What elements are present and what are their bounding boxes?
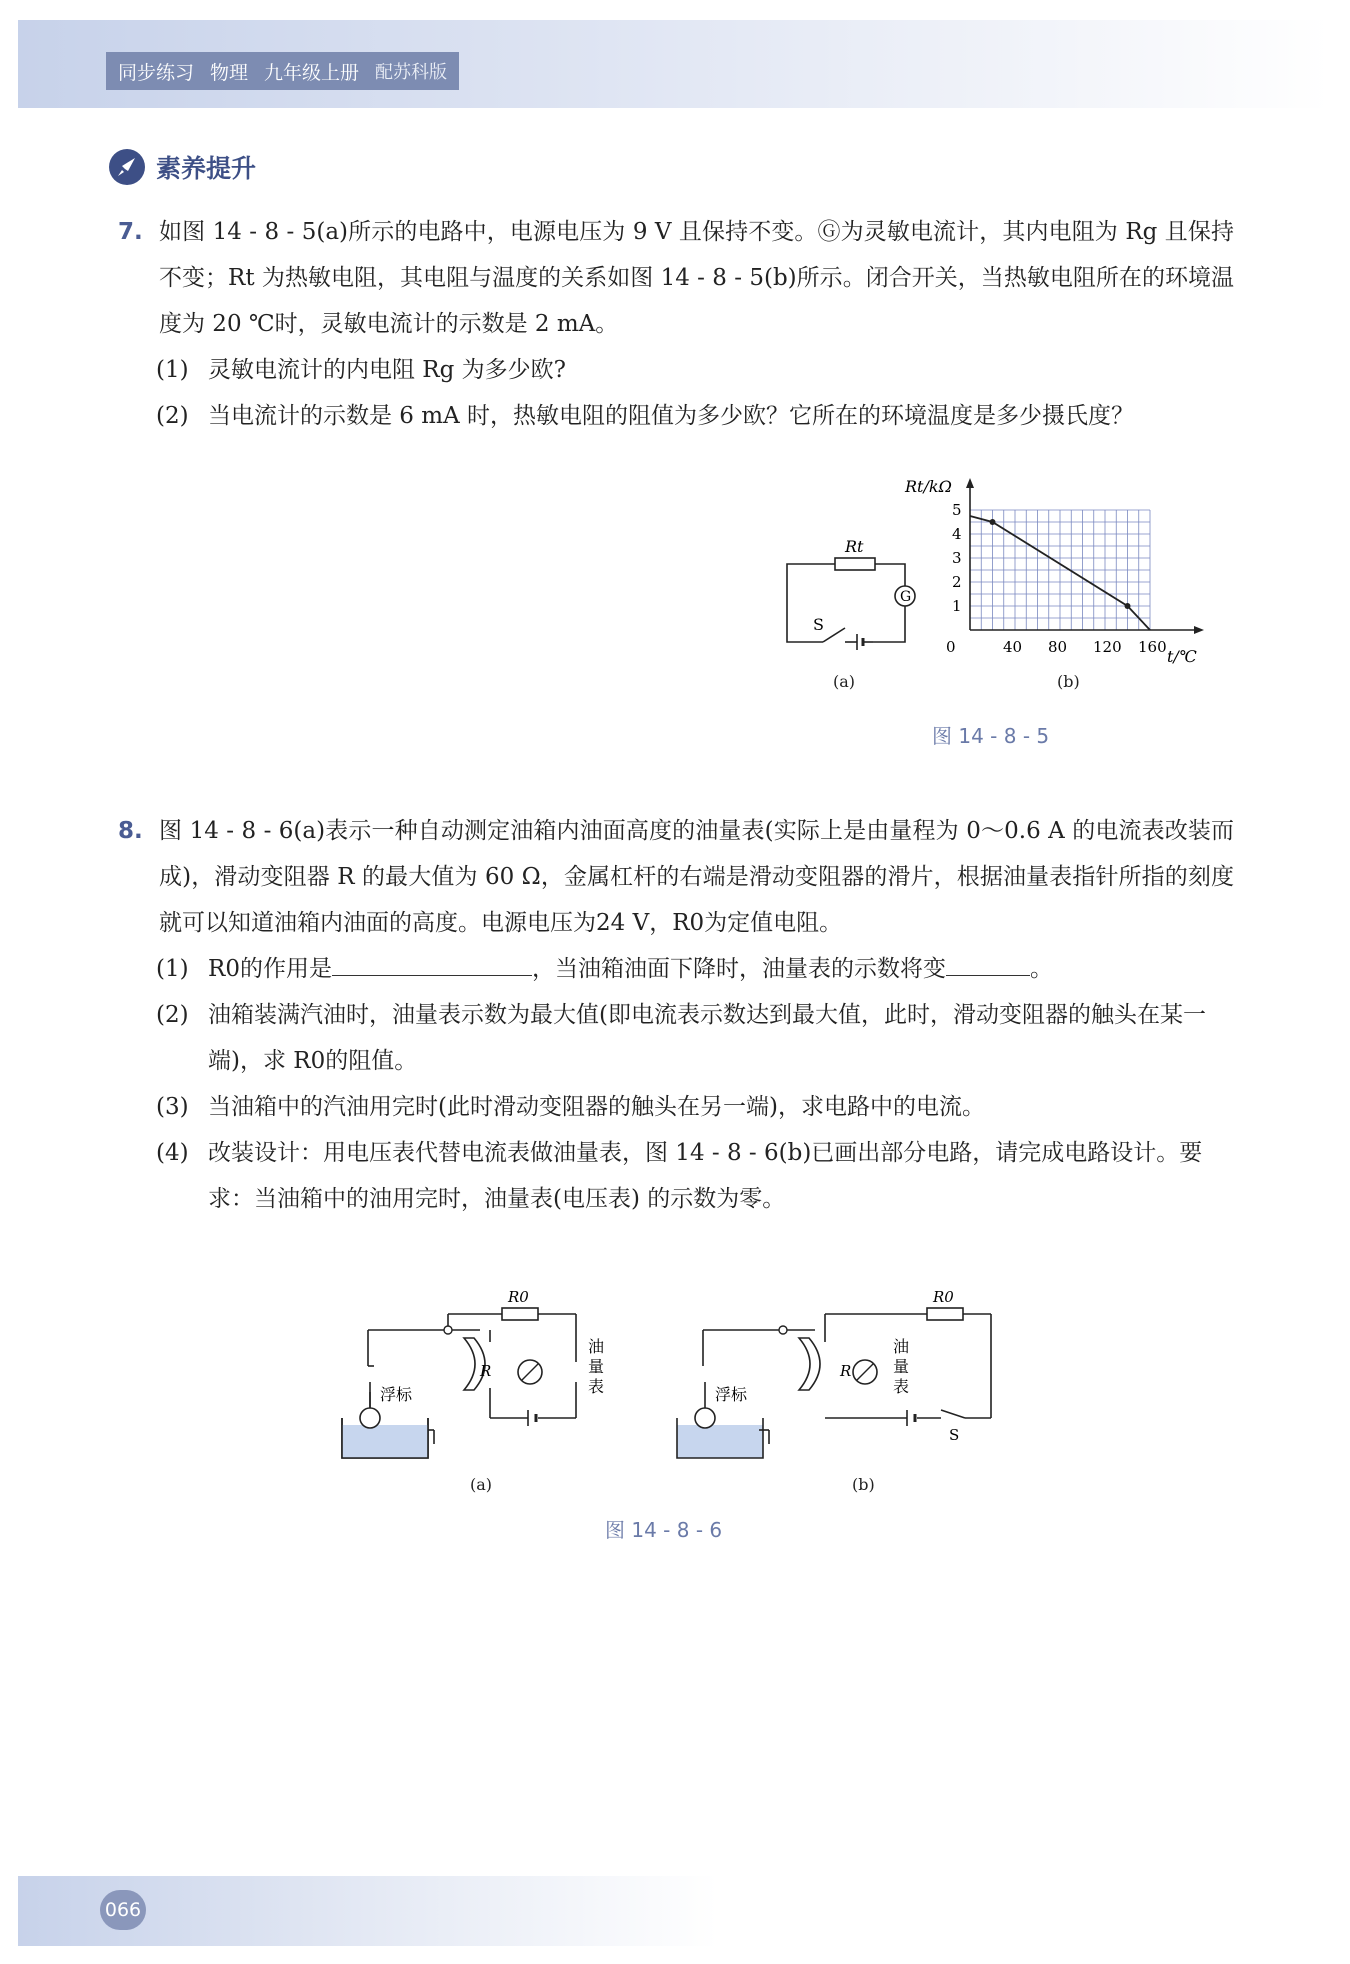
float-icon xyxy=(360,1408,380,1428)
sub-text: 当电流计的示数是 6 mA 时，热敏电阻的阻值为多少欧？它所在的环境温度是多少摄氏度？ xyxy=(208,403,1134,429)
sub-question-2 xyxy=(156,393,1234,439)
figure-caption: 图 14 - 8 - 6 xyxy=(605,1518,723,1542)
resistor-r0 xyxy=(502,1308,538,1320)
header-book: 同步练习 xyxy=(118,61,195,84)
y-tick-label: 3 xyxy=(952,549,962,567)
sub-question-4 xyxy=(156,1130,1234,1222)
data-point xyxy=(990,519,996,525)
x-tick-label: 80 xyxy=(1048,638,1068,656)
question-8 xyxy=(118,808,1234,1222)
label-float: 浮标 xyxy=(380,1385,413,1404)
header-label xyxy=(106,52,459,90)
sub-text: 油箱装满汽油时，油量表示数为最大值(即电流表示数达到最大值，此时，滑动变阻器的触头在某一端)，求 R0的阻值。 xyxy=(208,1002,1206,1074)
y-tick-label: 2 xyxy=(952,573,962,591)
label-meter-3: 表 xyxy=(588,1377,605,1396)
float-icon xyxy=(695,1408,715,1428)
slider-resistor xyxy=(799,1338,820,1390)
chart-xlabel: t/℃ xyxy=(1167,647,1197,666)
data-point xyxy=(1125,603,1131,609)
sub-label: (1) xyxy=(156,956,189,982)
label-meter-3: 表 xyxy=(893,1377,910,1396)
x-tick-label: 40 xyxy=(1003,638,1023,656)
sub-text: 当油箱中的汽油用完时(此时滑动变阻器的触头在另一端)，求电路中的电流。 xyxy=(208,1094,985,1120)
chart-grid xyxy=(970,510,1150,630)
sub-label: (1) xyxy=(156,357,189,383)
y-axis-arrow xyxy=(966,478,974,488)
question-number: 8. xyxy=(118,818,143,844)
y-tick-label: 5 xyxy=(952,501,962,519)
chart-axes xyxy=(966,478,1204,634)
question-stem: 图 14 - 8 - 6(a)表示一种自动测定油箱内油面高度的油量表(实际上是由量程为 0～0.6 A 的电流表改装而成)，滑动变阻器 R 的最大值为 60 Ω，金属杠杆的右端是滑动变阻器的滑片，根据油量表指针所指的刻度就可以知道油箱内油面的高度。电源电压为24 V，R0为定值电阻。 xyxy=(159,818,1234,936)
answer-blank-1[interactable] xyxy=(332,949,532,976)
sub-text: 改装设计：用电压表代替电流表做油量表，图 14 - 8 - 6(b)已画出部分电路，请完成电路设计。要求：当油箱中的油用完时，油量表(电压表) 的示数为零。 xyxy=(208,1140,1203,1212)
label-meter-2: 量 xyxy=(588,1357,605,1376)
x-tick-label: 120 xyxy=(1093,638,1122,656)
figure-caption: 图 14 - 8 - 5 xyxy=(932,724,1050,748)
resistor-r0 xyxy=(927,1308,963,1320)
resistor-label: Rt xyxy=(845,537,864,556)
figure-label-a: (a) xyxy=(470,1475,493,1494)
sub-question-3 xyxy=(156,1084,1234,1130)
section-title: 素养提升 xyxy=(156,154,257,183)
sub-label: (2) xyxy=(156,1002,189,1028)
x-tick-label: 160 xyxy=(1138,638,1167,656)
sub-question-2 xyxy=(156,992,1234,1084)
sub-label: (3) xyxy=(156,1094,189,1120)
label-meter-1: 油 xyxy=(893,1337,910,1356)
y-tick-label: 4 xyxy=(952,525,962,543)
resistor-rt xyxy=(835,558,875,570)
figure-label-b: (b) xyxy=(852,1475,875,1494)
sub-text xyxy=(208,946,1234,992)
label-meter-1: 油 xyxy=(588,1337,605,1356)
question-7 xyxy=(118,209,1234,439)
switch-label: S xyxy=(813,615,824,634)
rt-temperature-chart xyxy=(895,472,1215,682)
label-r: R xyxy=(480,1362,492,1380)
figure-label-a: (a) xyxy=(833,672,856,691)
x-tick-label: 0 xyxy=(946,638,956,656)
figure-label-b: (b) xyxy=(1057,672,1080,691)
sub-text-b: ，当油箱油面下降时，油量表的示数将变 xyxy=(531,956,946,982)
page-number: 066 xyxy=(100,1890,146,1930)
y-tick-label: 1 xyxy=(952,597,962,615)
rocket-icon xyxy=(108,148,146,186)
header-grade: 九年级上册 xyxy=(264,61,360,84)
answer-blank-2[interactable] xyxy=(946,949,1030,976)
label-meter-2: 量 xyxy=(893,1357,910,1376)
chart-ticks xyxy=(946,501,1167,656)
label-r: R xyxy=(840,1362,852,1380)
sub-label: (4) xyxy=(156,1140,189,1166)
sub-text-c: 。 xyxy=(1029,956,1053,982)
header-subject: 物理 xyxy=(210,61,249,84)
label-r0: R0 xyxy=(508,1288,529,1306)
sub-question-1 xyxy=(156,347,1234,393)
label-switch: S xyxy=(949,1426,960,1444)
x-axis-arrow xyxy=(1194,626,1204,634)
sub-text: 灵敏电流计的内电阻 Rg 为多少欧? xyxy=(208,357,566,383)
label-r0: R0 xyxy=(933,1288,954,1306)
oil-gauge-diagram-b xyxy=(665,1280,1005,1470)
sub-label: (2) xyxy=(156,403,189,429)
label-float: 浮标 xyxy=(715,1385,748,1404)
question-stem: 如图 14 - 8 - 5(a)所示的电路中，电源电压为 9 V 且保持不变。Ⓖ为灵敏电流计，其内电阻为 Rg 且保持不变；Rt 为热敏电阻，其电阻与温度的关系如图 14 - 8 - 5(b)所示。闭合开关，当热敏电阻所在的环境温度为 20 ℃时，灵敏电流计的示数是 2 mA。 xyxy=(159,219,1234,337)
sub-question-1 xyxy=(156,946,1234,992)
oil-gauge-diagram-a xyxy=(330,1280,630,1470)
sub-text-a: R0的作用是 xyxy=(208,956,332,982)
header-edition: 配苏科版 xyxy=(375,62,448,83)
galvanometer-label: G xyxy=(900,589,912,605)
chart-ylabel: Rt/kΩ xyxy=(905,477,952,496)
question-number: 7. xyxy=(118,219,143,245)
section-heading xyxy=(108,148,256,186)
